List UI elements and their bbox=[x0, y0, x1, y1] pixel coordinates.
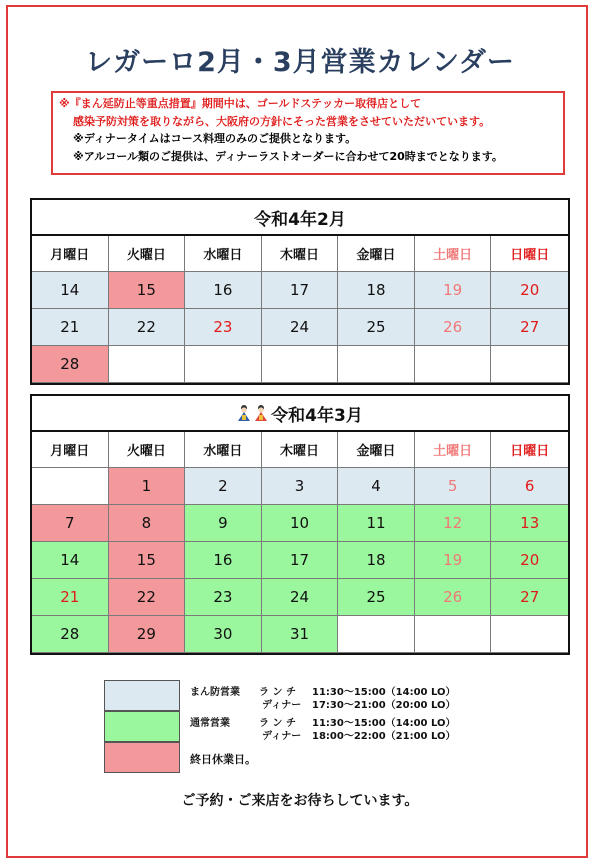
calendar-february-title bbox=[32, 200, 568, 236]
weekday-mon: 月曜日 bbox=[32, 432, 109, 468]
mar-day-6: 6 bbox=[491, 468, 568, 505]
mar-day-21: 21 bbox=[32, 579, 109, 616]
feb-day-23: 23 bbox=[185, 309, 262, 346]
feb-day-16: 16 bbox=[185, 272, 262, 309]
mar-day-17: 17 bbox=[262, 542, 339, 579]
feb-day-26: 26 bbox=[415, 309, 492, 346]
notice-box bbox=[51, 91, 565, 175]
feb-day-21: 21 bbox=[32, 309, 109, 346]
mar-day-24: 24 bbox=[262, 579, 339, 616]
feb-empty-cell bbox=[262, 346, 339, 383]
mar-empty-cell bbox=[338, 616, 415, 653]
weekday-wed: 水曜日 bbox=[185, 432, 262, 468]
feb-day-15: 15 bbox=[109, 272, 186, 309]
legend-swatch-normal bbox=[104, 711, 180, 742]
mar-day-10: 10 bbox=[262, 505, 339, 542]
page-title: レガーロ2月・3月営業カレンダー bbox=[85, 47, 515, 78]
mar-empty-cell bbox=[415, 616, 492, 653]
mar-day-30: 30 bbox=[185, 616, 262, 653]
legend-normal-dinner-label: ディナー bbox=[262, 731, 302, 742]
notice-line-1: ※『まん延防止等重点措置』期間中は、ゴールドステッカー取得店として bbox=[59, 97, 422, 110]
mar-day-1: 1 bbox=[109, 468, 186, 505]
calendar-march-title-text: 令和4年3月 bbox=[271, 405, 363, 426]
mar-day-18: 18 bbox=[338, 542, 415, 579]
mar-day-29: 29 bbox=[109, 616, 186, 653]
mar-day-27: 27 bbox=[491, 579, 568, 616]
feb-day-18: 18 bbox=[338, 272, 415, 309]
mar-day-7: 7 bbox=[32, 505, 109, 542]
mar-day-23: 23 bbox=[185, 579, 262, 616]
mar-day-16: 16 bbox=[185, 542, 262, 579]
feb-day-19: 19 bbox=[415, 272, 492, 309]
mar-day-15: 15 bbox=[109, 542, 186, 579]
mar-empty-cell bbox=[491, 616, 568, 653]
legend-normal-lunch-time: 11:30～15:00（14:00 LO） bbox=[312, 718, 456, 729]
mar-day-9: 9 bbox=[185, 505, 262, 542]
notice-line-3: ※ディナータイムはコース料理のみのご提供となります。 bbox=[73, 132, 357, 145]
legend-swatch-closed bbox=[104, 742, 180, 773]
legend-manbou-label: まん防営業 bbox=[190, 687, 240, 698]
calendar-february-grid bbox=[32, 236, 568, 383]
feb-day-14: 14 bbox=[32, 272, 109, 309]
notice-line-4: ※アルコール類のご提供は、ディナーラストオーダーに合わせて20時までとなります。 bbox=[73, 149, 503, 163]
mar-day-22: 22 bbox=[109, 579, 186, 616]
feb-empty-cell bbox=[109, 346, 186, 383]
mar-day-31: 31 bbox=[262, 616, 339, 653]
mar-day-20: 20 bbox=[491, 542, 568, 579]
mar-empty-cell bbox=[32, 468, 109, 505]
notice-line-2: 感染予防対策を取りながら、大阪府の方針にそった営業をさせていただいています。 bbox=[73, 114, 491, 128]
legend-normal-dinner-time: 18:00～22:00（21:00 LO） bbox=[312, 731, 456, 742]
mar-day-26: 26 bbox=[415, 579, 492, 616]
mar-day-19: 19 bbox=[415, 542, 492, 579]
mar-day-5: 5 bbox=[415, 468, 492, 505]
calendar-march bbox=[30, 394, 570, 655]
mar-day-12: 12 bbox=[415, 505, 492, 542]
weekday-sat: 土曜日 bbox=[415, 432, 492, 468]
legend-manbou-dinner-time: 17:30～21:00（20:00 LO） bbox=[312, 700, 456, 711]
weekday-wed: 水曜日 bbox=[185, 236, 262, 272]
hina-doll-icon bbox=[237, 404, 251, 422]
mar-day-25: 25 bbox=[338, 579, 415, 616]
feb-day-22: 22 bbox=[109, 309, 186, 346]
weekday-thu: 木曜日 bbox=[262, 236, 339, 272]
weekday-sun: 日曜日 bbox=[491, 236, 568, 272]
legend-manbou-lunch-label: ラ ン チ bbox=[259, 687, 296, 698]
feb-day-17: 17 bbox=[262, 272, 339, 309]
calendar-march-grid bbox=[32, 432, 568, 653]
mar-day-28: 28 bbox=[32, 616, 109, 653]
feb-empty-cell bbox=[338, 346, 415, 383]
weekday-sat: 土曜日 bbox=[415, 236, 492, 272]
legend-swatch-manbou bbox=[104, 680, 180, 711]
legend-normal-lunch-label: ラ ン チ bbox=[259, 718, 296, 729]
feb-day-25: 25 bbox=[338, 309, 415, 346]
mar-day-3: 3 bbox=[262, 468, 339, 505]
mar-day-4: 4 bbox=[338, 468, 415, 505]
mar-day-2: 2 bbox=[185, 468, 262, 505]
weekday-thu: 木曜日 bbox=[262, 432, 339, 468]
feb-day-28: 28 bbox=[32, 346, 109, 383]
legend-normal-label: 通常営業 bbox=[190, 718, 230, 729]
mar-day-13: 13 bbox=[491, 505, 568, 542]
mar-day-8: 8 bbox=[109, 505, 186, 542]
legend-closed-label: 終日休業日。 bbox=[190, 753, 256, 766]
feb-empty-cell bbox=[185, 346, 262, 383]
weekday-tue: 火曜日 bbox=[109, 432, 186, 468]
weekday-fri: 金曜日 bbox=[338, 236, 415, 272]
footer-message: ご予約・ご来店をお待ちしています。 bbox=[181, 793, 419, 809]
feb-day-27: 27 bbox=[491, 309, 568, 346]
calendar-february-title-text: 令和4年2月 bbox=[254, 209, 346, 230]
feb-day-24: 24 bbox=[262, 309, 339, 346]
mar-day-11: 11 bbox=[338, 505, 415, 542]
legend-manbou-dinner-label: ディナー bbox=[262, 700, 302, 711]
feb-empty-cell bbox=[491, 346, 568, 383]
weekday-sun: 日曜日 bbox=[491, 432, 568, 468]
legend-manbou-lunch-time: 11:30～15:00（14:00 LO） bbox=[312, 687, 456, 698]
calendar-march-title bbox=[32, 396, 568, 432]
weekday-fri: 金曜日 bbox=[338, 432, 415, 468]
calendar-february bbox=[30, 198, 570, 385]
hina-doll-icon bbox=[254, 404, 268, 422]
feb-day-20: 20 bbox=[491, 272, 568, 309]
feb-empty-cell bbox=[415, 346, 492, 383]
mar-day-14: 14 bbox=[32, 542, 109, 579]
weekday-tue: 火曜日 bbox=[109, 236, 186, 272]
weekday-mon: 月曜日 bbox=[32, 236, 109, 272]
